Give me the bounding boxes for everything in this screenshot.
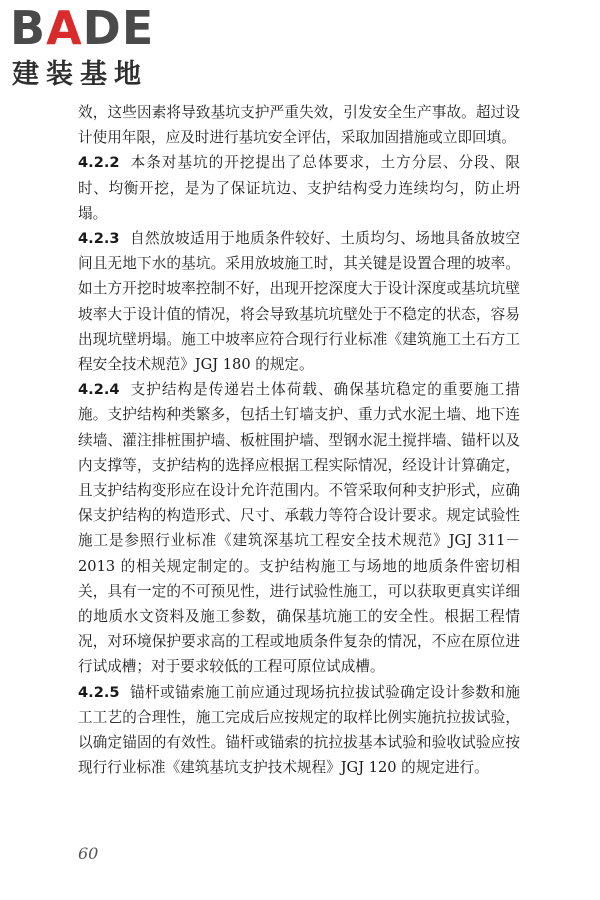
- section-text: 自然放坡适用于地质条件较好、土质均匀、场地具备放坡空间且无地下水的基坑。采用放坡施工时，其关键是设置合理的坡率。如土方开挖时坡率控制不好，出现开挖深度大于设计深度或基坑坑壁坡率大于设计值的情况，将会导致基坑坑壁处于不稳定的状态，容易出现坑壁坍塌。施工中坡率应符合现行行业标准《建筑施工土石方工程安全技术规范》JGJ 180 的规定。: [78, 230, 520, 374]
- logo-subtitle: 建装基地: [12, 59, 148, 90]
- section-text: 支护结构是传递岩土体荷载、确保基坑稳定的重要施工措施。支护结构种类繁多，包括土钉墙支护、重力式水泥土墙、地下连续墙、灌注排桩围护墙、板桩围护墙、型钢水泥土搅拌墙、锚杆以及内支撑等，支护结构的选择应根据工程实际情况，经设计计算确定，且支护结构变形应在设计允许范围内。不管采取何种支护形式，应确保支护结构的构造形式、尺寸、承载力等符合设计要求。规定试验性施工是参照行业标准《建筑深基坑工程安全技术规范》JGJ 311－2013 的相关规定制定的。支护结构施工与场地的地质条件密切相关，具有一定的不可预见性，进行试验性施工，可以获取更真实详细的地质水文资料及施工参数，确保基坑施工的安全性。根据工程情况，对环境保护要求高的工程或地质条件复杂的情况，不应在原位进行试成槽；对于要求较低的工程可原位试成槽。: [78, 381, 521, 676]
- section-4-2-2: [78, 150, 520, 226]
- intro-paragraph: 效，这些因素将导致基坑支护严重失效，引发安全生产事故。超过设计使用年限，应及时进行基坑安全评估，采取加固措施或立即回填。: [78, 104, 520, 147]
- section-4-2-4: [78, 377, 520, 679]
- section-4-2-5: [78, 680, 520, 781]
- logo-letter-b: B: [10, 1, 47, 55]
- brand-logo: [10, 1, 190, 94]
- section-text: 锚杆或锚索施工前应通过现场抗拉拔试验确定设计参数和施工工艺的合理性，施工完成后应按规定的取样比例实施抗拉拔试验，以确定锚固的有效性。锚杆或锚索的抗拉拔基本试验和验收试验应按现行行业标准《建筑基坑支护技术规程》JGJ 120 的规定进行。: [78, 683, 520, 777]
- logo-letter-a-accent: A: [46, 1, 83, 55]
- section-number: 4.2.2: [78, 154, 120, 172]
- logo-letters-de: DE: [82, 1, 155, 55]
- section-text: 本条对基坑的开挖提出了总体要求，土方分层、分段、限时、均衡开挖，是为了保证坑边、支护结构受力连续均匀，防止坍塌。: [78, 154, 520, 222]
- section-number: 4.2.4: [78, 381, 120, 399]
- document-body: [78, 100, 520, 780]
- page-number: 60: [78, 844, 99, 863]
- section-number: 4.2.3: [78, 230, 120, 248]
- section-number: 4.2.5: [78, 683, 120, 701]
- logo-wordmark: [10, 1, 155, 55]
- section-4-2-3: [78, 226, 520, 377]
